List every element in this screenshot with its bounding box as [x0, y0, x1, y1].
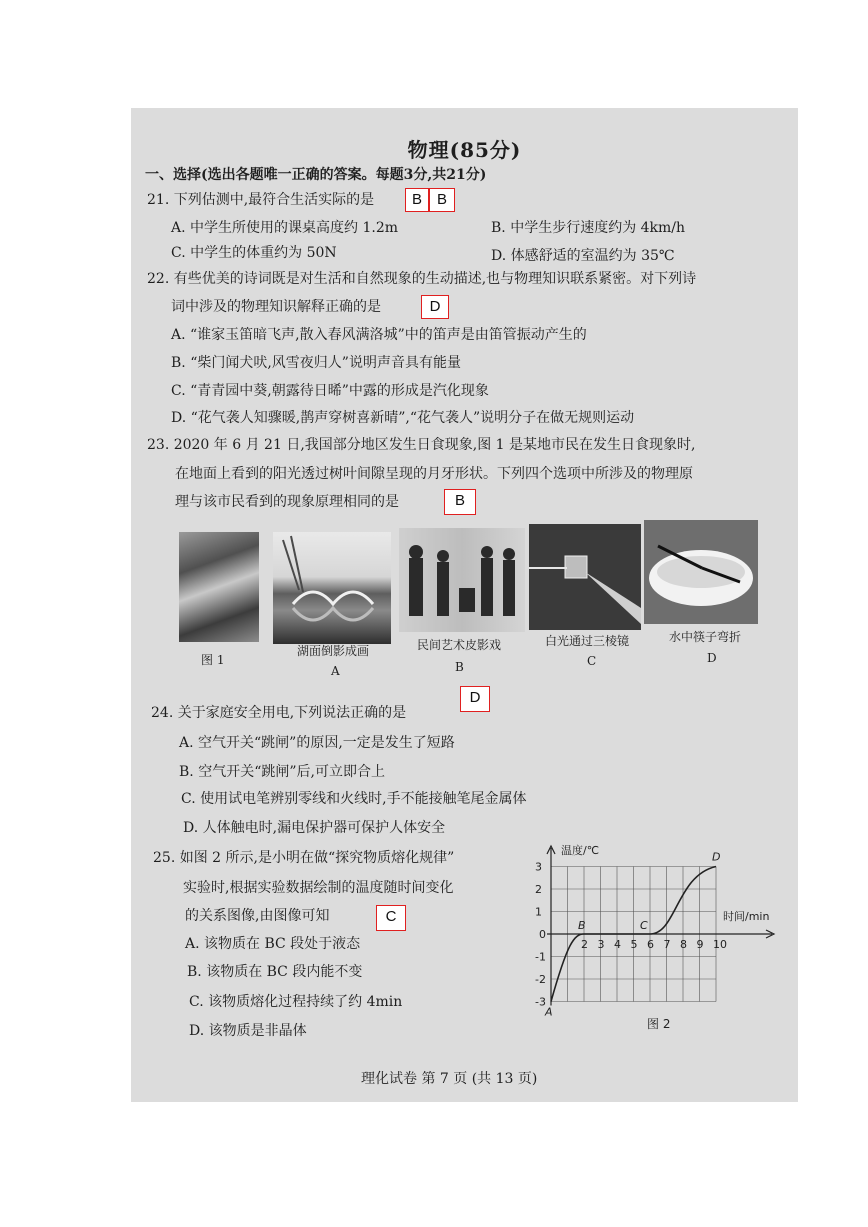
figure-c-photo: [529, 524, 641, 630]
q25-option-a: A. 该物质在 BC 段处于液态: [185, 936, 361, 952]
q24-stem: 24. 关于家庭安全用电,下列说法正确的是: [151, 705, 407, 721]
q21-option-d: D. 体感舒适的室温约为 35℃: [491, 248, 675, 264]
figure-1-caption: 图 1: [201, 653, 225, 667]
q25-stem-line-2: 实验时,根据实验数据绘制的温度随时间变化: [183, 880, 454, 896]
q23-answer-box[interactable]: B: [444, 489, 476, 515]
figure-b-caption: 民间艺术皮影戏: [417, 638, 502, 652]
point-label-d: D: [712, 850, 721, 864]
q21-option-c: C. 中学生的体重约为 50N: [171, 245, 337, 261]
section-heading: 一、选择(选出各题唯一正确的答案。每题3分,共21分): [145, 167, 487, 183]
x-tick-label: 4: [614, 938, 621, 951]
temperature-time-chart: [531, 836, 781, 1036]
q22-answer-box[interactable]: D: [421, 295, 449, 319]
y-tick-label: -3: [535, 995, 546, 1009]
figure-a-photo: [273, 532, 391, 644]
figure-b-letter: B: [455, 660, 464, 674]
figure-b-photo: [399, 528, 525, 632]
exam-page: [131, 108, 798, 1102]
page-title: 物理(85分): [407, 138, 522, 162]
chart-title: 图 2: [647, 1017, 671, 1031]
figure-1-photo: [179, 532, 259, 642]
figure-d-photo: [644, 520, 758, 624]
x-tick-label: 10: [713, 938, 727, 951]
x-tick-label: 2: [581, 938, 588, 951]
x-tick-label: 7: [663, 938, 671, 951]
x-tick-label: 9: [696, 938, 704, 951]
q22-stem-line-1: 22. 有些优美的诗词既是对生活和自然现象的生动描述,也与物理知识联系紧密。对下列诗: [147, 271, 697, 287]
page-footer: 理化试卷 第 7 页 (共 13 页): [361, 1071, 538, 1087]
q25-option-d: D. 该物质是非晶体: [189, 1023, 307, 1039]
figure-c-letter: C: [587, 654, 597, 668]
q24-option-d: D. 人体触电时,漏电保护器可保护人体安全: [183, 820, 446, 836]
bridge-reflection-icon: [273, 532, 391, 644]
y-tick-label: -2: [535, 973, 546, 986]
figure-d-letter: D: [707, 651, 717, 665]
chart-xlabel: 时间/min: [723, 910, 770, 923]
y-tick-label: 3: [535, 860, 542, 874]
q21-answer-box-2[interactable]: B: [429, 188, 455, 212]
figure-d-caption: 水中筷子弯折: [669, 630, 742, 644]
prism-icon: [529, 524, 641, 630]
q22-stem-line-2: 词中涉及的物理知识解释正确的是: [171, 299, 381, 315]
q24-option-b: B. 空气开关“跳闸”后,可立即合上: [179, 764, 385, 780]
q25-stem-line-1: 25. 如图 2 所示,是小明在做“探究物质熔化规律”: [153, 850, 455, 866]
figure-a-letter: A: [331, 664, 340, 678]
q23-stem-line-1: 23. 2020 年 6 月 21 日,我国部分地区发生日食现象,图 1 是某地市民在发生日食现象时,: [147, 437, 696, 453]
figure-c-caption: 白光通过三棱镜: [545, 634, 630, 648]
q21-answer-box-1[interactable]: B: [405, 188, 429, 212]
y-tick-label: 1: [535, 905, 542, 919]
shadow-puppet-icon: [399, 528, 525, 632]
point-label-c: C: [640, 919, 648, 932]
chart-ylabel: 温度/℃: [561, 844, 600, 857]
q22-option-c: C. “青青园中葵,朝露待日晞”中露的形成是汽化现象: [171, 383, 489, 399]
y-tick-label: 0: [539, 928, 546, 941]
q25-stem-line-3: 的关系图像,由图像可知: [185, 908, 330, 924]
q25-answer-box[interactable]: C: [376, 905, 406, 931]
x-tick-label: 8: [680, 938, 687, 951]
q24-option-a: A. 空气开关“跳闸”的原因,一定是发生了短路: [179, 735, 455, 751]
y-tick-label: 2: [535, 883, 542, 896]
q23-stem-line-2: 在地面上看到的阳光透过树叶间隙呈现的月牙形状。下列四个选项中所涉及的物理原: [175, 466, 693, 482]
q21-option-a: A. 中学生所使用的课桌高度约 1.2m: [171, 220, 399, 236]
point-label-a: A: [545, 1005, 553, 1019]
q25-option-c: C. 该物质熔化过程持续了约 4min: [189, 994, 403, 1010]
q21-option-b: B. 中学生步行速度约为 4km/h: [491, 220, 686, 236]
q24-option-c: C. 使用试电笔辨别零线和火线时,手不能接触笔尾金属体: [181, 791, 527, 807]
x-tick-label: 3: [597, 938, 605, 951]
figure-a-caption: 湖面倒影成画: [297, 644, 370, 658]
q23-stem-line-3: 理与该市民看到的现象原理相同的是: [175, 494, 399, 510]
x-tick-label: 5: [630, 938, 638, 951]
bowl-chopstick-icon: [644, 520, 758, 624]
q22-option-b: B. “柴门闻犬吠,风雪夜归人”说明声音具有能量: [171, 355, 461, 371]
q22-option-a: A. “谁家玉笛暗飞声,散入春风满洛城”中的笛声是由笛管振动产生的: [171, 327, 587, 343]
q25-option-b: B. 该物质在 BC 段内能不变: [187, 964, 363, 980]
y-tick-label: -1: [535, 950, 546, 964]
q22-option-d: D. “花气袭人知骤暖,鹊声穿树喜新晴”,“花气袭人”说明分子在做无规则运动: [171, 410, 635, 426]
point-label-b: B: [578, 919, 586, 932]
q24-answer-box[interactable]: D: [460, 686, 490, 712]
x-tick-label: 6: [647, 938, 654, 951]
q21-stem: 21. 下列估测中,最符合生活实际的是: [147, 192, 375, 208]
